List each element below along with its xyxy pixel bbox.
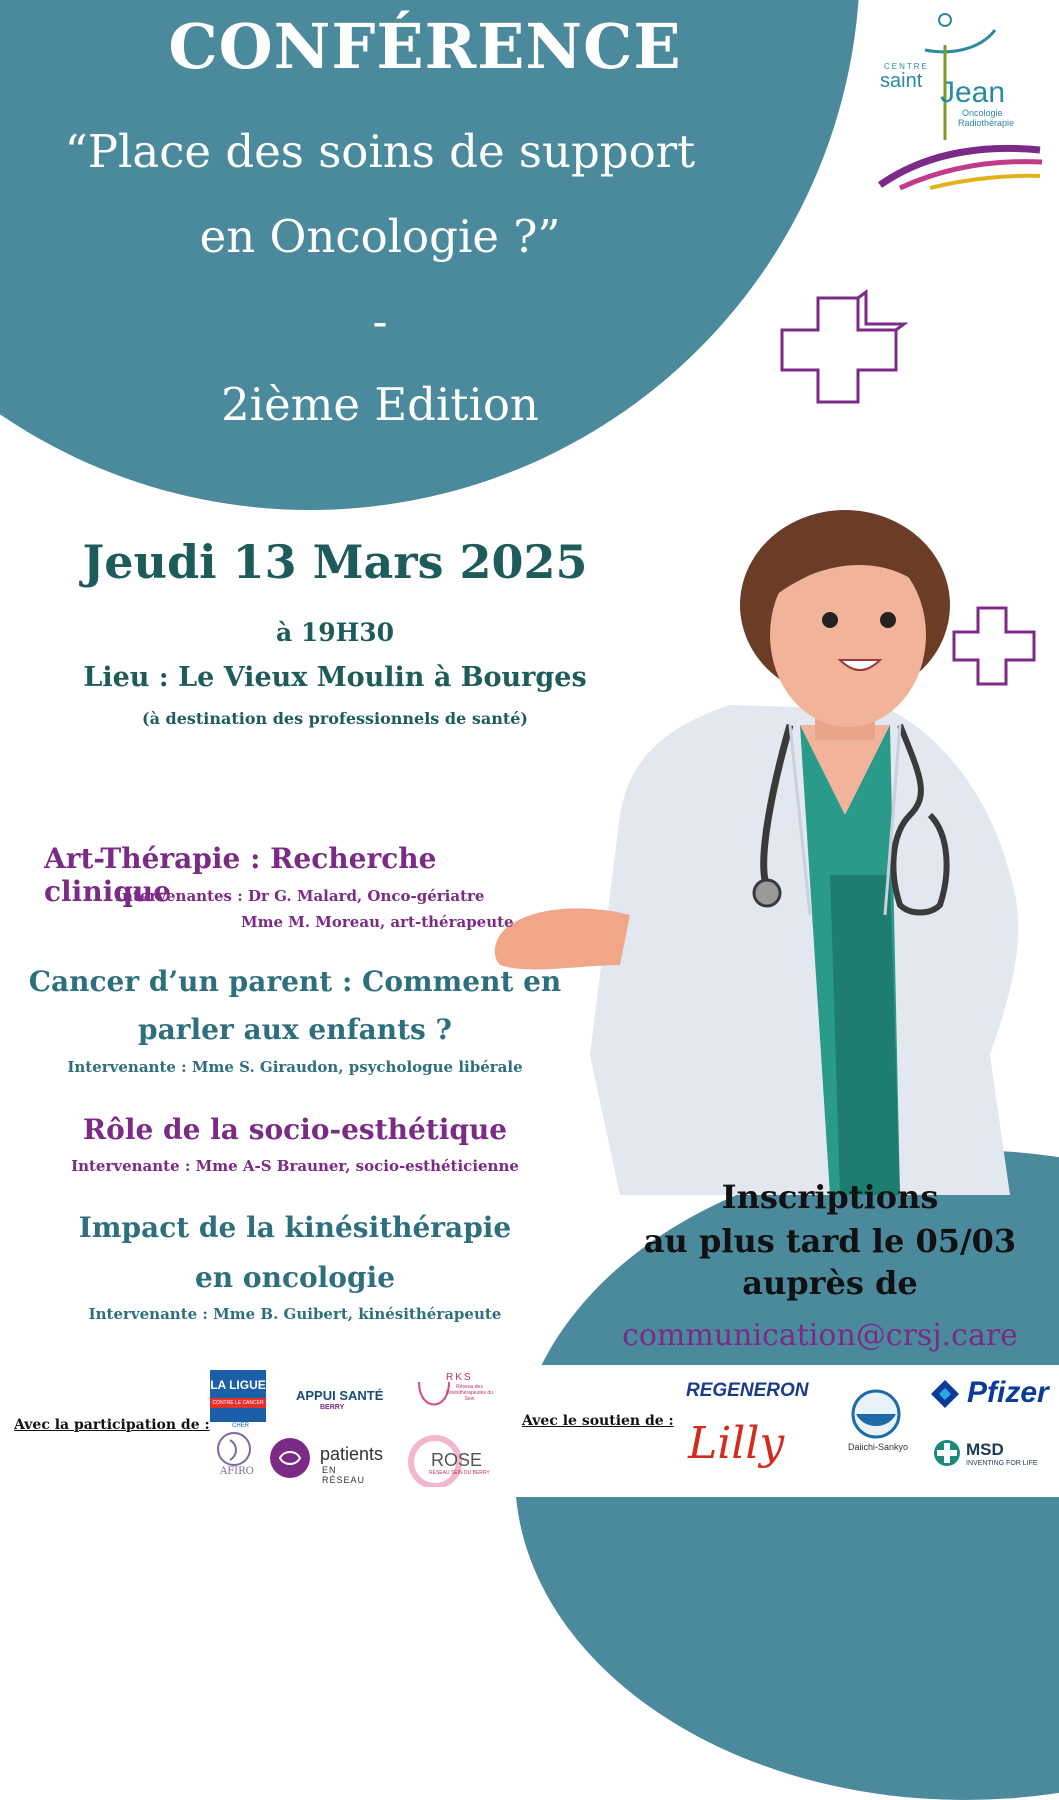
- rks-logo-subtext: Réseau des Kinésithérapeutes du Sein: [446, 1384, 493, 1402]
- topic-title: Impact de la kinésithérapie: [78, 1211, 512, 1244]
- topic-speaker: Mme M. Moreau, art-thérapeute: [241, 913, 514, 931]
- afiro-logo-text: AFIRO: [220, 1466, 254, 1477]
- ligue-contre-cancer-logo: [210, 1370, 266, 1422]
- topic-speaker: Intervenante : Mme S. Giraudon, psychologue libérale: [67, 1058, 523, 1076]
- patients-en-reseau-logo: [268, 1436, 384, 1485]
- daiichi-sankyo-logo: [838, 1388, 918, 1468]
- rose-logo-subtext: RÉSEAU SEIN DU BERRY: [429, 1470, 490, 1476]
- lilly-logo: Lilly: [688, 1418, 785, 1469]
- afiro-logo: [214, 1430, 264, 1485]
- rose-logo: [405, 1432, 495, 1487]
- logo-oncologie-text: Oncologie: [962, 108, 1003, 118]
- ligue-logo-text: LA LIGUE: [210, 1378, 266, 1392]
- medical-cross-icon: [778, 288, 908, 413]
- daiichi-logo-text: Daiichi-Sankyo: [847, 1442, 909, 1452]
- pfizer-logo-text: Pfizer: [967, 1376, 1049, 1409]
- topic-title: Rôle de la socio-esthétique: [82, 1113, 508, 1146]
- logo-jean-text: Jean: [940, 76, 1006, 109]
- regeneron-logo: REGENERON: [686, 1380, 809, 1401]
- event-place: Lieu : Le Vieux Moulin à Bourges: [83, 662, 587, 693]
- msd-logo: [932, 1438, 1038, 1472]
- appui-sante-logo: APPUI SANTÉ: [296, 1388, 384, 1403]
- contact-email-link[interactable]: communication@crsj.care: [622, 1318, 1018, 1353]
- topic-title: Art-Thérapie : Recherche clinique: [44, 842, 437, 908]
- topic-title: en oncologie: [194, 1261, 396, 1294]
- appui-sante-subtext: BERRY: [320, 1404, 345, 1411]
- subtitle-line-2: en Oncologie ?”: [199, 210, 561, 263]
- inscriptions-line-2: au plus tard le 05/03: [643, 1222, 1017, 1260]
- centre-saint-jean-logo: [870, 10, 1050, 190]
- msd-logo-subtext: INVENTING FOR LIFE: [966, 1460, 1038, 1467]
- subtitle-dash: -: [372, 295, 388, 348]
- inscriptions-line-1: Inscriptions: [721, 1178, 939, 1216]
- patients-logo-subtext: EN RÉSEAU: [322, 1465, 366, 1485]
- event-date: Jeudi 13 Mars 2025: [82, 535, 588, 589]
- topic-speaker: Intervenantes : Dr G. Malard, Onco-gériatre: [115, 887, 485, 905]
- subtitle-line-1: “Place des soins de support: [64, 125, 696, 178]
- topic-speaker: Intervenante : Mme A-S Brauner, socio-esthéticienne: [71, 1157, 519, 1175]
- logo-radiotherapie-text: Radiothérapie: [958, 118, 1015, 128]
- event-time: à 19H30: [275, 618, 395, 647]
- pfizer-logo: [925, 1374, 1049, 1418]
- topic-title: parler aux enfants ?: [138, 1013, 452, 1046]
- rose-logo-text: ROSE: [431, 1450, 483, 1470]
- ligue-logo-cher: CHER: [232, 1423, 250, 1429]
- page-title: CONFÉRENCE: [168, 10, 682, 83]
- participation-label: Avec la participation de :: [14, 1417, 210, 1433]
- topic-title: Cancer d’un parent : Comment en: [28, 965, 562, 998]
- ligue-logo-subtext: CONTRE LE CANCER: [210, 1398, 266, 1408]
- inscriptions-line-3: auprès de: [742, 1264, 918, 1302]
- event-audience: (à destination des professionnels de santé): [142, 709, 528, 728]
- rks-logo: [414, 1372, 494, 1426]
- msd-logo-text: MSD: [966, 1440, 1004, 1459]
- topic-speaker: Intervenante : Mme B. Guibert, kinésithérapeute: [88, 1305, 502, 1323]
- logo-centre-text: CENTRE: [884, 62, 929, 71]
- patients-logo-text: patients: [320, 1444, 384, 1464]
- edition-label: 2ième Edition: [221, 378, 539, 431]
- sponsor-label: Avec le soutien de :: [522, 1413, 674, 1429]
- rks-logo-text: RKS: [446, 1372, 473, 1383]
- logo-saint-text: saint: [880, 70, 923, 92]
